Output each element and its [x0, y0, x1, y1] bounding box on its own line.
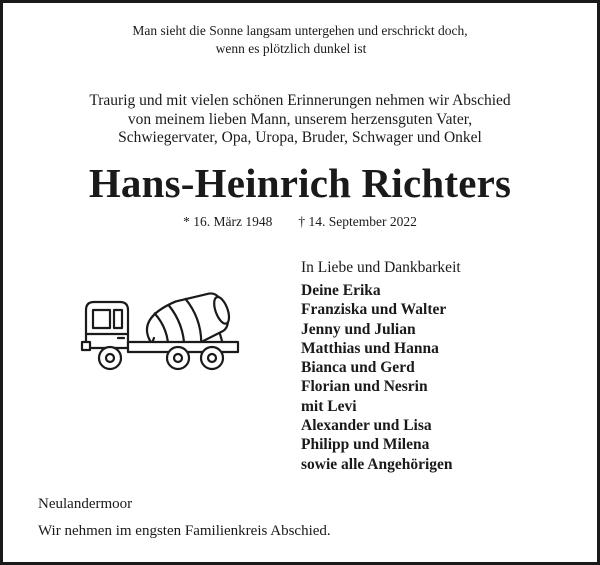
birth-date: * 16. März 1948: [183, 214, 273, 229]
intro-text: [0, 92, 600, 148]
signer-name: Philipp und Milena: [301, 436, 430, 454]
cement-mixer-truck-icon: [80, 276, 242, 374]
signer-name: mit Levi: [301, 397, 357, 415]
deceased-name: Hans-Heinrich Richters: [88, 160, 512, 206]
signers-lead: In Liebe und Dankbarkeit: [301, 259, 461, 276]
intro-line: Traurig und mit vielen schönen Erinnerungen nehmen wir Abschied: [89, 92, 511, 109]
life-dates: [0, 213, 600, 231]
signer-name: Bianca und Gerd: [301, 359, 415, 377]
signer-name: Deine Erika: [301, 282, 381, 299]
signer-name: Franziska und Walter: [301, 301, 447, 319]
intro-line: Schwiegervater, Opa, Uropa, Bruder, Schwager und Onkel: [118, 129, 482, 146]
funeral-note: Wir nehmen im engsten Familienkreis Abschied.: [38, 523, 331, 539]
motto-quote: [0, 22, 600, 58]
signers-block: [301, 258, 461, 474]
motto-line: Man sieht die Sonne langsam untergehen und erschrickt doch,: [132, 23, 468, 38]
place-name: Neulandermoor: [38, 496, 133, 512]
motto-line: wenn es plötzlich dunkel ist: [215, 41, 367, 56]
signer-name: Jenny und Julian: [301, 320, 416, 338]
intro-line: von meinem lieben Mann, unserem herzensguten Vater,: [127, 110, 473, 128]
signer-name: Alexander und Lisa: [301, 417, 432, 435]
signer-name: Florian und Nesrin: [301, 378, 428, 396]
death-date: † 14. September 2022: [298, 214, 417, 229]
signer-name: sowie alle Angehörigen: [301, 455, 453, 473]
signer-name: Matthias und Hanna: [301, 339, 439, 357]
